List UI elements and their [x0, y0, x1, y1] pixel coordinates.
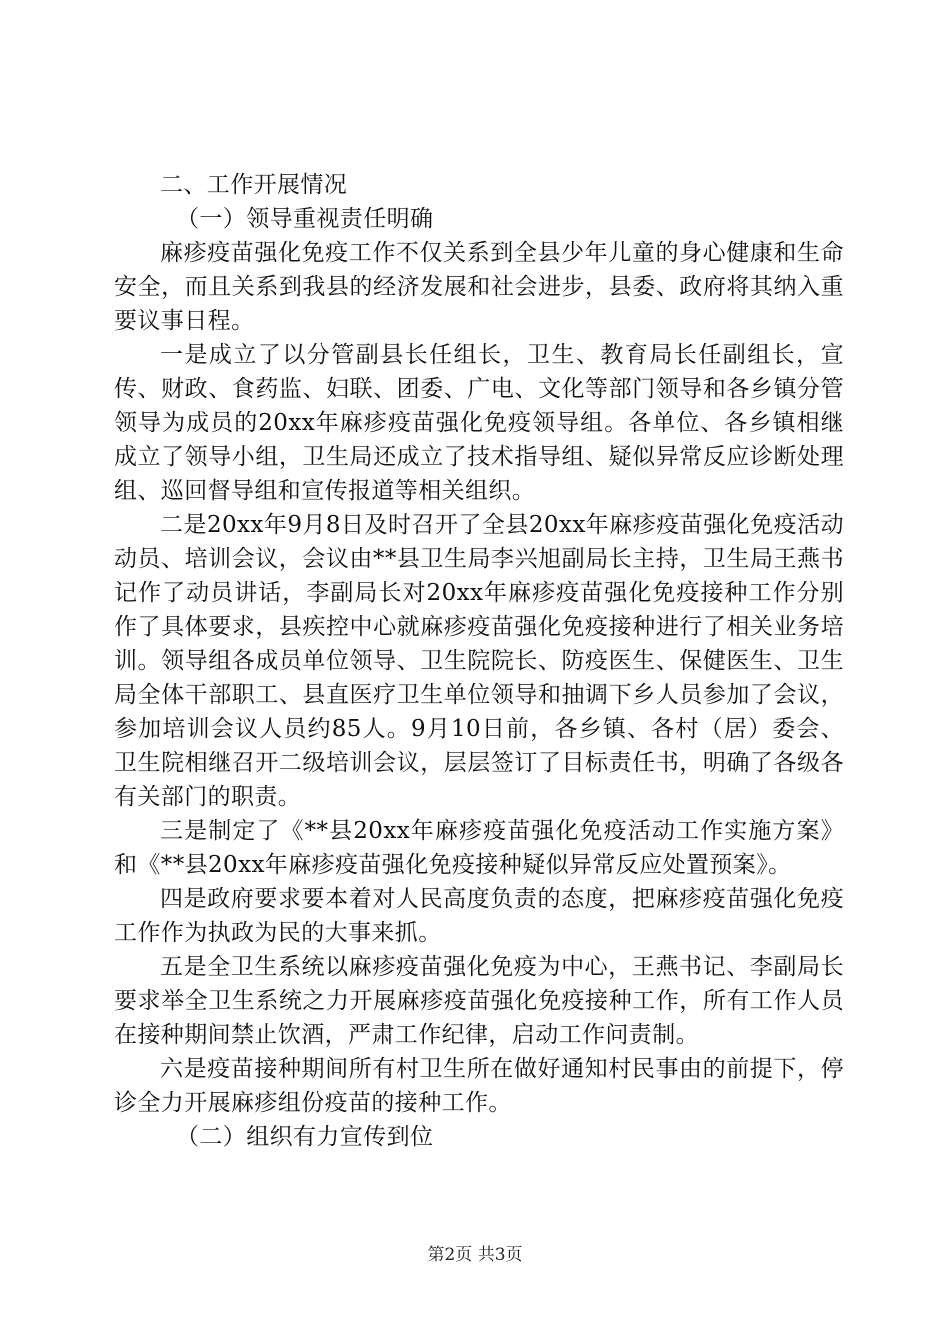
paragraph-item-6: 六是疫苗接种期间所有村卫生所在做好通知村民事由的前提下，停诊全力开展麻疹组份疫苗的接种工作。 — [114, 1056, 844, 1116]
paragraph-item-3: 三是制定了《**县20xx年麻疹疫苗强化免疫活动工作实施方案》和《**县20xx年麻疹疫苗强化免疫接种疑似异常反应处置预案》。 — [114, 818, 844, 878]
paragraph-item-1: 一是成立了以分管副县长任组长，卫生、教育局长任副组长，宣传、财政、食药监、妇联、团委、广电、文化等部门领导和各乡镇分管领导为成员的20xx年麻疹疫苗强化免疫领导组。各单位、各乡镇相继成立了领导小组，卫生局还成立了技术指导组、疑似异常反应诊断处理组、巡回督导组和宣传报道等相关组织。 — [114, 342, 844, 504]
section-heading: 二、工作开展情况 — [160, 172, 348, 198]
page-footer: 第2页 共3页 — [427, 1245, 523, 1265]
sub-heading-leadership: （一）领导重视责任明确 — [176, 206, 434, 232]
paragraph-item-2: 二是20xx年9月8日及时召开了全县20xx年麻疹疫苗强化免疫活动动员、培训会议，会议由**县卫生局李兴旭副局长主持，卫生局王燕书记作了动员讲话，李副局长对20xx年麻疹疫苗强化免疫接种工作分别作了具体要求，县疾控中心就麻疹疫苗强化免疫接种进行了相关业务培训。领导组各成员单位领导、卫生院院长、防疫医生、保健医生、卫生局全体干部职工、县直医疗卫生单位领导和抽调下乡人员参加了会议，参加培训会议人员约85人。9月10日前，各乡镇、各村（居）委会、卫生院相继召开二级培训会议，层层签订了目标责任书，明确了各级各有关部门的职责。 — [114, 512, 844, 810]
paragraph-intro: 麻疹疫苗强化免疫工作不仅关系到全县少年儿童的身心健康和生命安全，而且关系到我县的经济发展和社会进步，县委、政府将其纳入重要议事日程。 — [114, 240, 844, 334]
document-body — [114, 168, 844, 1154]
paragraph-item-5: 五是全卫生系统以麻疹疫苗强化免疫为中心，王燕书记、李副局长要求举全卫生系统之力开展麻疹疫苗强化免疫接种工作，所有工作人员在接种期间禁止饮酒，严肃工作纪律，启动工作问责制。 — [114, 954, 844, 1048]
paragraph-item-4: 四是政府要求要本着对人民高度负责的态度，把麻疹疫苗强化免疫工作作为执政为民的大事来抓。 — [114, 886, 844, 946]
sub-heading-publicity: （二）组织有力宣传到位 — [176, 1124, 434, 1150]
